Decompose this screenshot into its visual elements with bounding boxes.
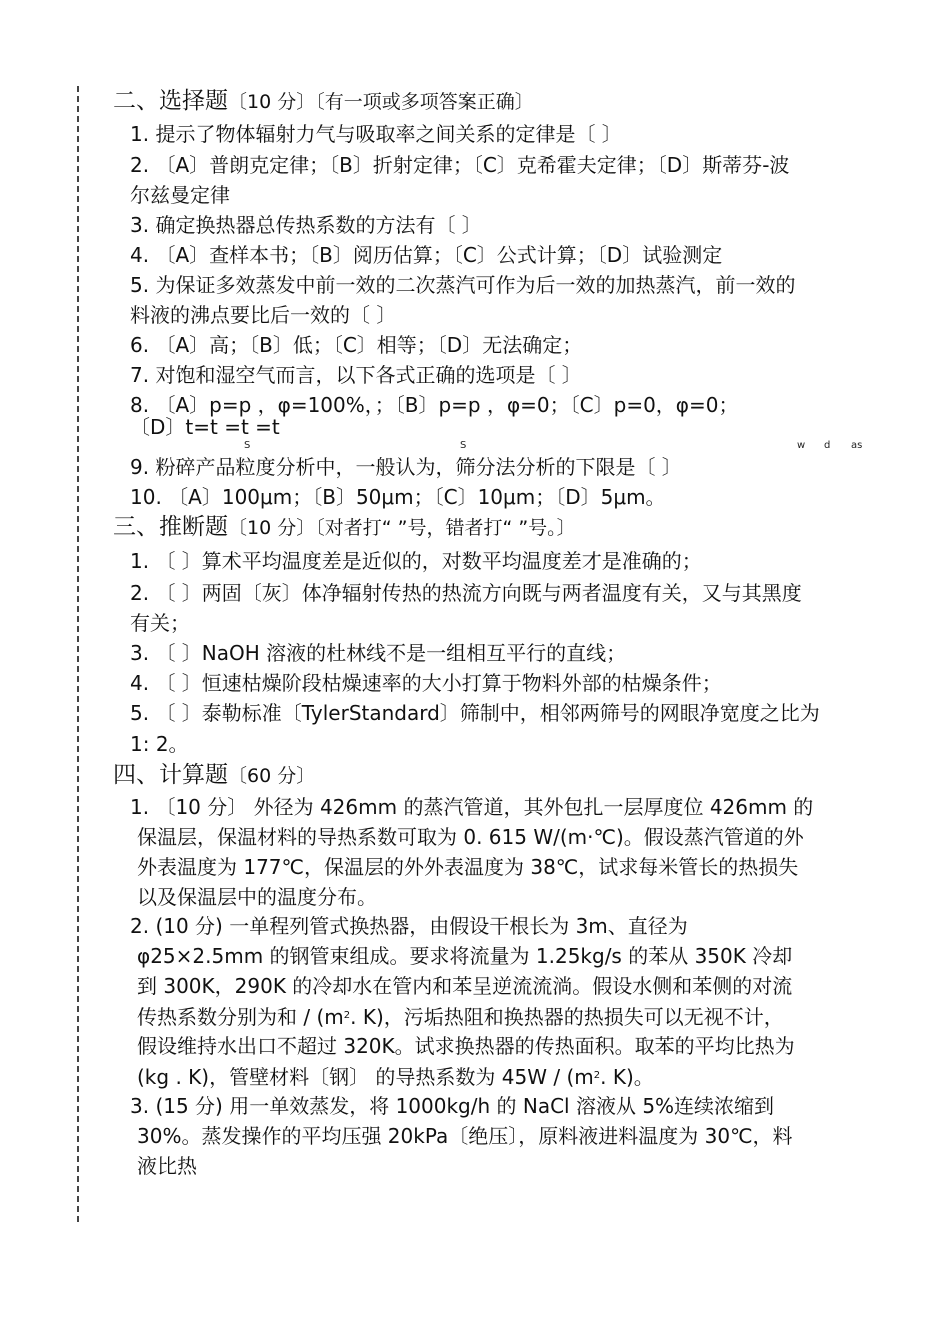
subscript-s-1: S xyxy=(244,440,251,451)
q2-line-10: 8. 〔A〕p=p ，φ=100%，；〔B〕p=p ，φ=0；〔C〕p=0，φ=0； xyxy=(130,393,739,417)
superscript-2a: 2 xyxy=(343,1010,351,1021)
q4-line-3: 外表温度为 177℃，保温层的外外表温度为 38℃，试求每米管长的热损失 xyxy=(137,855,799,879)
q3-line-4: 3. 〔 〕NaOH 溶液的杜林线不是一组相互平行的直线； xyxy=(130,641,627,665)
q4-line-5: 2. (10 分) 一单程列管式换热器，由假设干根长为 3m、直径为 xyxy=(130,914,688,938)
q2-line-13: 10. 〔A〕100μm；〔B〕50μm；〔C〕10μm；〔D〕5μm。 xyxy=(130,485,666,509)
q3-line-7: 1: 2。 xyxy=(130,732,189,756)
q2-line-3: 尔兹曼定律 xyxy=(130,183,230,207)
q4-line-10: (kg . K)，管壁材料〔钢〕 的导热系数为 $45W / (m^2$. K)。 xyxy=(137,1065,654,1089)
section4-heading-note: 〔60 分〕 xyxy=(228,765,316,787)
section3-heading: 三、推断题〔10 分〕〔对者打“ ”号，错者打“ ”号。〕 xyxy=(113,514,576,540)
q4-line-9: 假设维持水出口不超过 320K。试求换热器的传热面积。取苯的平均比热为 xyxy=(137,1034,795,1058)
q2-line-12: 9. 粉碎产品粒度分析中，一般认为，筛分法分析的下限是〔 〕 xyxy=(130,455,682,479)
q4-line-12: 30%。蒸发操作的平均压强 20kPa〔绝压〕，原料液进料温度为 30℃，料 xyxy=(137,1124,793,1148)
q3-line-6: 5. 〔 〕泰勒标准〔TylerStandard〕筛制中，相邻两筛号的网眼净宽度之比为 xyxy=(130,701,820,725)
q2-line-9: 7. 对饱和湿空气而言，以下各式正确的选项是〔 〕 xyxy=(130,363,582,387)
q4-line-1: 1. 〔10 分〕 外径为 426mm 的蒸汽管道，其外包扎一层厚度位 426mm 的 xyxy=(130,795,814,819)
subscript-s-2: S xyxy=(460,440,467,451)
subscript-d: d xyxy=(824,440,831,451)
q3-line-5: 4. 〔 〕恒速枯燥阶段枯燥速率的大小打算于物料外部的枯燥条件； xyxy=(130,671,722,695)
q4-line-13: 液比热 xyxy=(137,1154,197,1178)
superscript-2b: 2 xyxy=(593,1070,601,1081)
q4-line-2: 保温层，保温材料的导热系数可取为 0. 615 W/(m·℃)。假设蒸汽管道的外 xyxy=(137,825,804,849)
q4-line-6: φ25×2.5mm 的钢管束组成。要求将流量为 1.25kg/s 的苯从 350K 冷却 xyxy=(137,944,793,968)
subscript-w: w xyxy=(797,440,806,451)
q4-line-4: 以及保温层中的温度分布。 xyxy=(137,885,377,909)
q3-line-2: 2. 〔 〕两固〔灰〕体净辐射传热的热流方向既与两者温度有关，又与其黑度 xyxy=(130,581,802,605)
q3-line-1: 1. 〔 〕算术平均温度差是近似的，对数平均温度差才是准确的； xyxy=(130,549,702,573)
binding-margin-line xyxy=(77,86,79,1222)
q2-line-7: 料液的沸点要比后一效的〔 〕 xyxy=(130,303,397,327)
q4-line-8: 传热系数分别为和 / ($m^2$. K)，污垢热阻和换热器的热损失可以无视不计， xyxy=(137,1005,784,1029)
q3-line-3: 有关； xyxy=(130,611,190,635)
q2-line-5: 4. 〔A〕查样本书；〔B〕阅历估算；〔C〕公式计算；〔D〕试验测定 xyxy=(130,243,723,267)
q2-line-8: 6. 〔A〕高；〔B〕低；〔C〕相等；〔D〕无法确定； xyxy=(130,333,583,357)
q2-line-6: 5. 为保证多效蒸发中前一效的二次蒸汽可作为后一效的加热蒸汽，前一效的 xyxy=(130,273,796,297)
section3-heading-note: 〔10 分〕〔对者打“ ”号，错者打“ ”号。〕 xyxy=(228,517,576,539)
section2-heading-note: 〔10 分〕〔有一项或多项答案正确〕 xyxy=(228,91,534,113)
q2-line-4: 3. 确定换热器总传热系数的方法有〔 〕 xyxy=(130,213,482,237)
subscript-as: as xyxy=(851,440,863,451)
q2-line-11: 〔D〕t=t =t =t xyxy=(130,415,280,439)
q4-line-11: 3. (15 分) 用一单效蒸发，将 1000kg/h 的 NaCl 溶液从 5%连续浓缩到 xyxy=(130,1094,775,1118)
q2-line-1: 1. 提示了物体辐射力气与吸取率之间关系的定律是〔 〕 xyxy=(130,122,622,146)
q4-line-7: 到 300K，290K 的冷却水在管内和苯呈逆流流淌。假设水侧和苯侧的对流 xyxy=(137,974,793,998)
section4-heading: 四、计算题〔60 分〕 xyxy=(113,762,316,788)
section2-heading: 二、选择题〔10 分〕〔有一项或多项答案正确〕 xyxy=(113,88,534,114)
q2-line-2: 2. 〔A〕普朗克定律；〔B〕折射定律；〔C〕克希霍夫定律；〔D〕斯蒂芬-波 xyxy=(130,153,790,177)
